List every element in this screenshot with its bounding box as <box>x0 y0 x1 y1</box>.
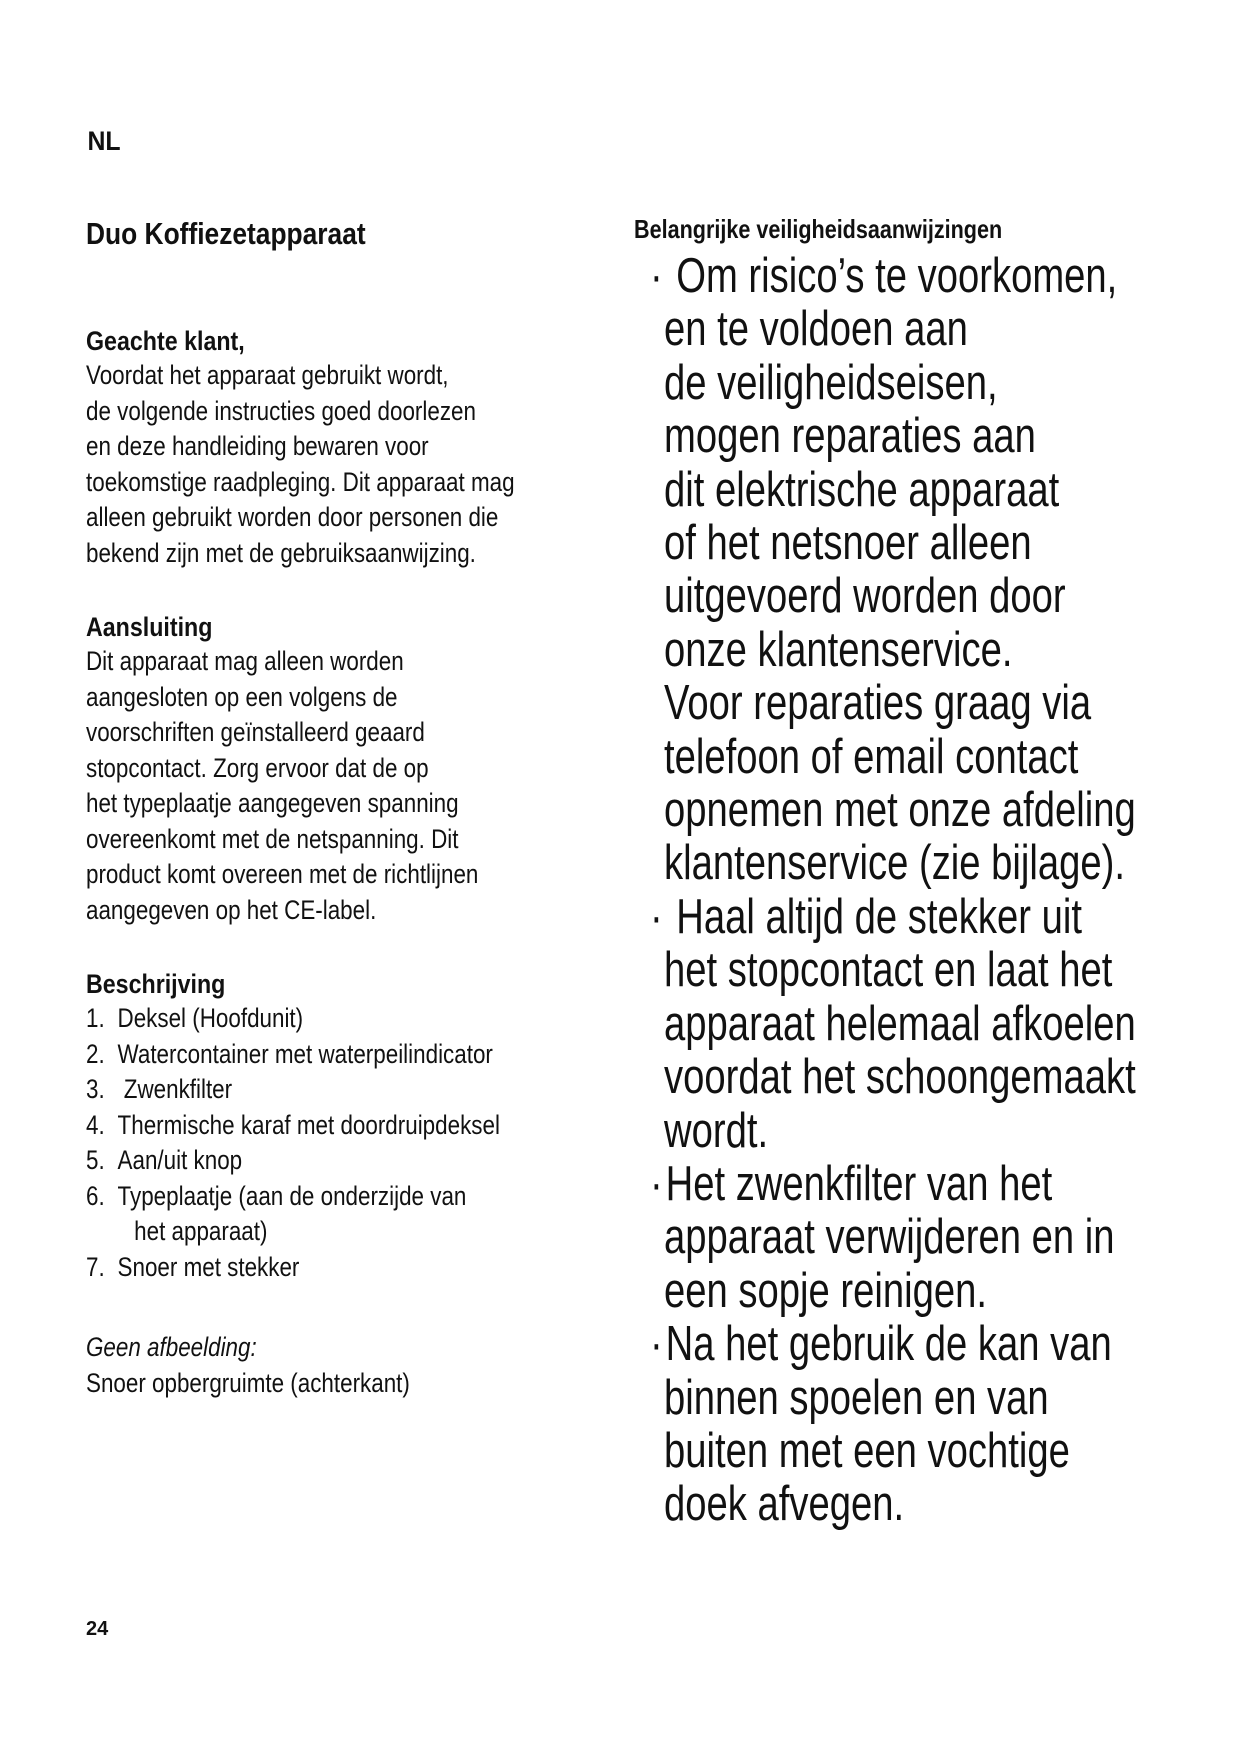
list-item-text: Zwenkfilter <box>117 1074 233 1104</box>
safety-bullet-line <box>650 891 1136 944</box>
safety-line-text: klantenservice (zie bijlage). <box>664 836 1126 891</box>
list-item <box>86 1214 500 1250</box>
list-item-number: 7. <box>86 1251 105 1282</box>
safety-line-text: telefoon of email contact <box>664 729 1079 784</box>
safety-line-text: voordat het schoongemaakt <box>664 1050 1136 1105</box>
safety-bullet-line <box>650 1318 1136 1371</box>
safety-line <box>650 517 1136 570</box>
safety-line <box>650 410 1136 463</box>
safety-line-text: onze klantenservice. <box>664 622 1013 677</box>
connection-line: overeenkomt met de netspanning. Dit <box>86 823 459 854</box>
description-list <box>86 1001 585 1285</box>
safety-line <box>650 1478 1136 1531</box>
connection-line: stopcontact. Zorg ervoor dat de op <box>86 752 429 783</box>
list-item-text: Snoer met stekker <box>117 1251 300 1282</box>
bullet-icon: · <box>650 889 663 944</box>
connection-line: Dit apparaat mag alleen worden <box>86 646 404 676</box>
intro-line: bekend zijn met de gebruiksaanwijzing. <box>86 537 476 568</box>
connection-line: aangegeven op het CE-label. <box>86 894 377 925</box>
page-number: 24 <box>86 1618 109 1640</box>
safety-bullet-line <box>650 250 1136 303</box>
connection-body <box>86 644 559 928</box>
list-item <box>86 1001 500 1037</box>
no-image-text: Snoer opbergruimte (achterkant) <box>86 1367 410 1398</box>
intro-line: alleen gebruikt worden door personen die <box>86 502 499 532</box>
list-item-text: Typeplaatje (aan de onderzijde van <box>117 1180 467 1211</box>
connection-heading: Aansluiting <box>86 612 213 642</box>
safety-line <box>650 464 1136 517</box>
list-item-text: Watercontainer met waterpeilindicator <box>117 1038 493 1069</box>
intro-section <box>86 324 602 571</box>
safety-instructions <box>650 250 1241 1532</box>
list-item-number: 6. <box>86 1180 105 1211</box>
list-item <box>86 1143 500 1179</box>
no-image-label: Geen afbeelding: <box>86 1332 257 1362</box>
safety-line <box>650 998 1136 1051</box>
safety-line <box>650 570 1136 623</box>
bullet-icon: · <box>650 249 663 303</box>
safety-line-text: apparaat verwijderen en in <box>664 1210 1115 1265</box>
intro-line: Voordat het apparaat gebruikt wordt, <box>86 360 449 390</box>
safety-line <box>650 1105 1136 1158</box>
safety-line-text: Om risico’s te voorkomen, <box>665 249 1118 303</box>
safety-heading: Belangrijke veiligheidsaanwijzingen <box>634 214 1003 244</box>
safety-line-text: en te voldoen aan <box>664 302 968 357</box>
safety-line-text: dit elektrische apparaat <box>664 462 1060 517</box>
safety-line-text: Het zwenkfilter van het <box>665 1156 1053 1211</box>
list-item <box>86 1072 500 1108</box>
safety-line-text: buiten met een vochtige <box>664 1423 1070 1478</box>
list-item <box>86 1250 500 1286</box>
safety-line-text: apparaat helemaal afkoelen <box>664 996 1136 1051</box>
safety-line <box>650 1372 1136 1425</box>
safety-line-text: Na het gebruik de kan van <box>665 1317 1112 1372</box>
safety-line <box>650 837 1136 890</box>
connection-line: product komt overeen met de richtlijnen <box>86 859 479 889</box>
description-heading: Beschrijving <box>86 969 226 999</box>
safety-bullet-line <box>650 1158 1136 1211</box>
safety-line-text: doek afvegen. <box>664 1477 905 1532</box>
list-item-text: het apparaat) <box>134 1216 268 1246</box>
connection-line: aangesloten op een volgens de <box>86 681 398 712</box>
safety-line-text: of het netsnoer alleen <box>664 516 1032 571</box>
safety-line <box>650 624 1136 677</box>
safety-line <box>650 1265 1136 1318</box>
safety-line-text: Voor reparaties graag via <box>664 676 1092 731</box>
connection-line: voorschriften geïnstalleerd geaard <box>86 717 425 747</box>
intro-heading: Geachte klant, <box>86 326 245 356</box>
safety-line <box>650 1211 1136 1264</box>
safety-line-text: Haal altijd de stekker uit <box>665 889 1082 944</box>
intro-line: toekomstige raadpleging. Dit apparaat mag <box>86 466 515 497</box>
safety-line-text: de veiligheidseisen, <box>664 355 998 410</box>
description-section <box>86 967 585 1285</box>
language-code: NL <box>87 126 121 156</box>
list-item <box>86 1179 500 1215</box>
safety-line <box>650 303 1136 356</box>
safety-line <box>650 677 1136 730</box>
list-item-text: Aan/uit knop <box>117 1145 243 1175</box>
safety-line <box>650 1051 1136 1104</box>
list-item-number: 1. <box>86 1003 105 1033</box>
bullet-icon: · <box>650 1317 663 1372</box>
safety-line-text: een sopje reinigen. <box>664 1263 988 1318</box>
safety-line <box>650 784 1136 837</box>
safety-line-text: opnemen met onze afdeling <box>664 783 1136 838</box>
safety-line-text: uitgevoerd worden door <box>664 569 1066 624</box>
connection-section <box>86 610 559 928</box>
no-image-section <box>86 1330 476 1401</box>
list-item-number: 5. <box>86 1145 105 1175</box>
safety-line-text: het stopcontact en laat het <box>664 943 1113 998</box>
safety-line <box>650 731 1136 784</box>
list-item-text: Thermische karaf met doordruipdeksel <box>117 1109 500 1140</box>
intro-line: en deze handleiding bewaren voor <box>86 431 429 461</box>
list-item <box>86 1108 500 1144</box>
safety-line <box>650 1425 1136 1478</box>
page-title: Duo Koffiezetapparaat <box>86 216 366 251</box>
safety-line-text: wordt. <box>664 1103 769 1158</box>
intro-line: de volgende instructies goed doorlezen <box>86 395 476 426</box>
list-item-text: Deksel (Hoofdunit) <box>117 1003 304 1033</box>
connection-line: het typeplaatje aangegeven spanning <box>86 788 459 818</box>
safety-line-text: mogen reparaties aan <box>664 409 1036 464</box>
safety-line <box>650 944 1136 997</box>
list-item <box>86 1037 500 1073</box>
list-item-number: 3. <box>86 1074 105 1104</box>
intro-body <box>86 358 602 571</box>
list-item-number: 2. <box>86 1038 105 1069</box>
safety-line-text: binnen spoelen en van <box>664 1370 1049 1425</box>
list-item-number: 4. <box>86 1109 105 1140</box>
safety-line <box>650 357 1136 410</box>
bullet-icon: · <box>650 1156 663 1211</box>
